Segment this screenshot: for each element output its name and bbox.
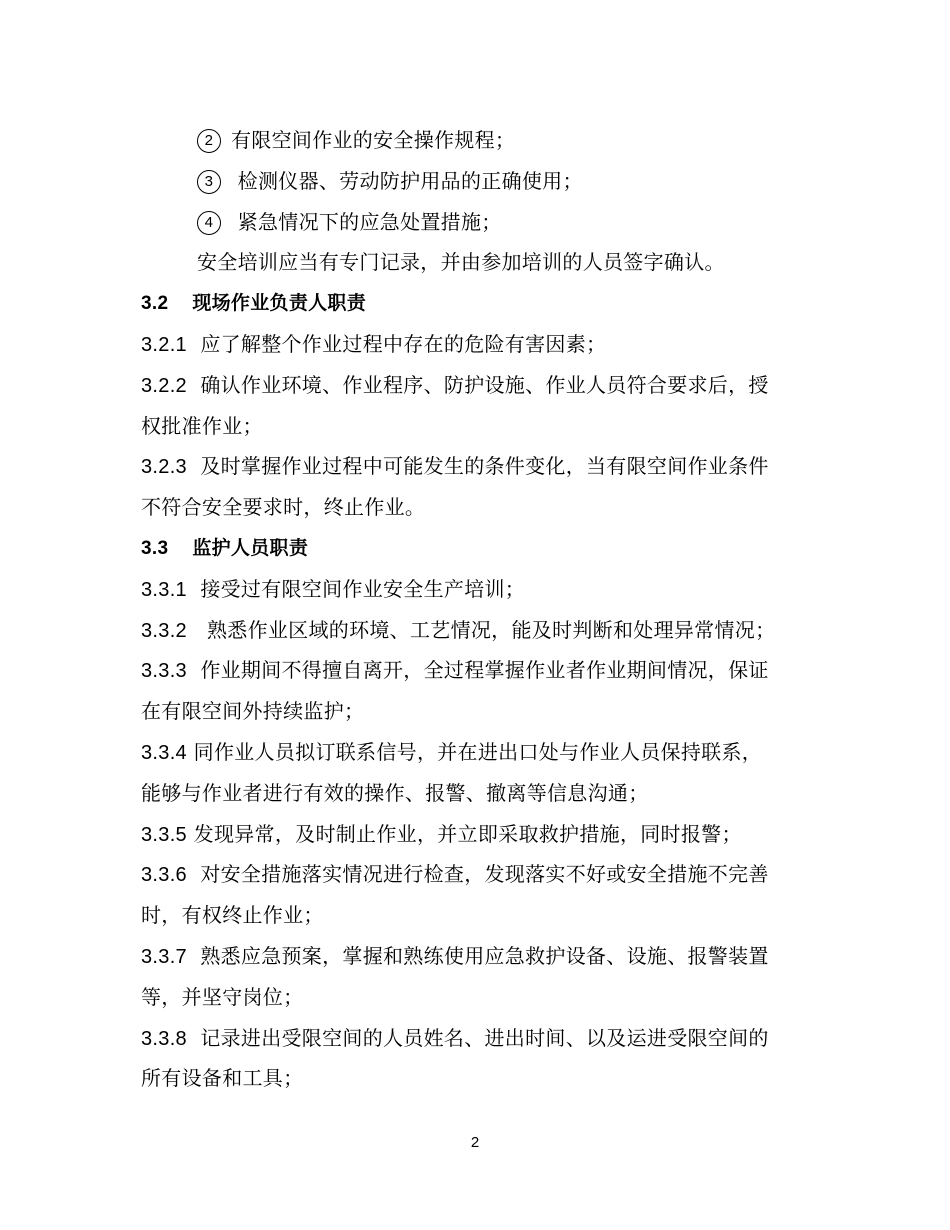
list-item-text: 检测仪器、劳动防护用品的正确使用；: [237, 168, 583, 193]
clause-continuation: 时，有权终止作业；: [141, 903, 324, 928]
section-heading: [141, 528, 813, 569]
clause-text: 及时掌握作业过程中可能发生的条件变化，当有限空间作业条件: [200, 454, 769, 479]
section-heading: [141, 283, 813, 324]
document-body: [141, 120, 813, 1099]
clause-number: 3.3.6: [141, 864, 187, 887]
list-item-text: 紧急情况下的应急处置措施；: [237, 209, 502, 234]
clause-text: 接受过有限空间作业安全生产培训；: [200, 576, 526, 601]
clause-continuation: 所有设备和工具；: [141, 1066, 304, 1091]
clause: [141, 936, 813, 977]
clause: [141, 446, 813, 487]
clause: [141, 569, 813, 610]
page-number: 2: [470, 1134, 480, 1151]
list-item-text: 有限空间作业的安全操作规程；: [231, 128, 516, 152]
section-title: 监护人员职责: [192, 536, 309, 559]
clause-number: 3.3.4: [141, 741, 187, 764]
clause-continuation: 在有限空间外持续监护；: [141, 699, 365, 724]
clause-number: 3.2.2: [141, 374, 187, 397]
clause-number: 3.3.1: [141, 578, 187, 601]
circled-number-marker: 3: [197, 170, 221, 194]
section-number: 3.3: [141, 537, 169, 559]
clause-continuation: 权批准作业；: [141, 413, 263, 438]
list-item: [141, 202, 813, 243]
clause-text: 确认作业环境、作业程序、防护设施、作业人员符合要求后，授: [200, 372, 769, 397]
clause-text: 对安全措施落实情况进行检查，发现落实不好或安全措施不完善: [200, 862, 769, 887]
section-number: 3.2: [141, 293, 169, 315]
clause: [141, 324, 813, 365]
clause-number: 3.3.8: [141, 1027, 187, 1050]
clause-number: 3.2.3: [141, 456, 187, 479]
clause: [141, 365, 813, 406]
clause-number: 3.2.1: [141, 333, 187, 356]
clause-text: 同作业人员拟订联系信号，并在进出口处与作业人员保持联系，: [193, 739, 763, 764]
clause-number: 3.3.5: [141, 823, 187, 846]
clause-continuation: 等，并坚守岗位；: [141, 984, 304, 1009]
clause: [141, 650, 813, 691]
list-item: [141, 120, 813, 161]
clause: [141, 1018, 813, 1059]
clause: [141, 732, 813, 773]
clause-number: 3.3.2: [141, 619, 187, 642]
clause-number: 3.3.7: [141, 945, 187, 968]
clause: [141, 610, 813, 651]
circled-number-marker: 4: [197, 211, 221, 235]
clause: [141, 854, 813, 895]
clause-number: 3.3.3: [141, 660, 187, 683]
clause-text: 发现异常，及时制止作业，并立即采取救护措施，同时报警；: [193, 821, 742, 846]
section-title: 现场作业负责人职责: [192, 292, 367, 315]
clause-text: 应了解整个作业过程中存在的危险有害因素；: [200, 331, 607, 356]
clause: [141, 814, 813, 855]
clause-text: 作业期间不得擅自离开，全过程掌握作业者作业期间情况，保证: [200, 658, 769, 683]
clause-text: 熟悉作业区域的环境、工艺情况，能及时判断和处理异常情况；: [206, 617, 776, 642]
clause-continuation: 能够与作业者进行有效的操作、报警、撤离等信息沟通；: [141, 780, 649, 805]
clause-text: 熟悉应急预案，掌握和熟练使用应急救护设备、设施、报警装置: [200, 943, 769, 968]
list-item: [141, 161, 813, 202]
clause-continuation: 不符合安全要求时，终止作业。: [141, 495, 426, 520]
training-note: 安全培训应当有专门记录，并由参加培训的人员签字确认。: [197, 250, 725, 275]
clause-text: 记录进出受限空间的人员姓名、进出时间、以及运进受限空间的: [200, 1025, 769, 1050]
circled-number-marker: 2: [197, 129, 221, 153]
